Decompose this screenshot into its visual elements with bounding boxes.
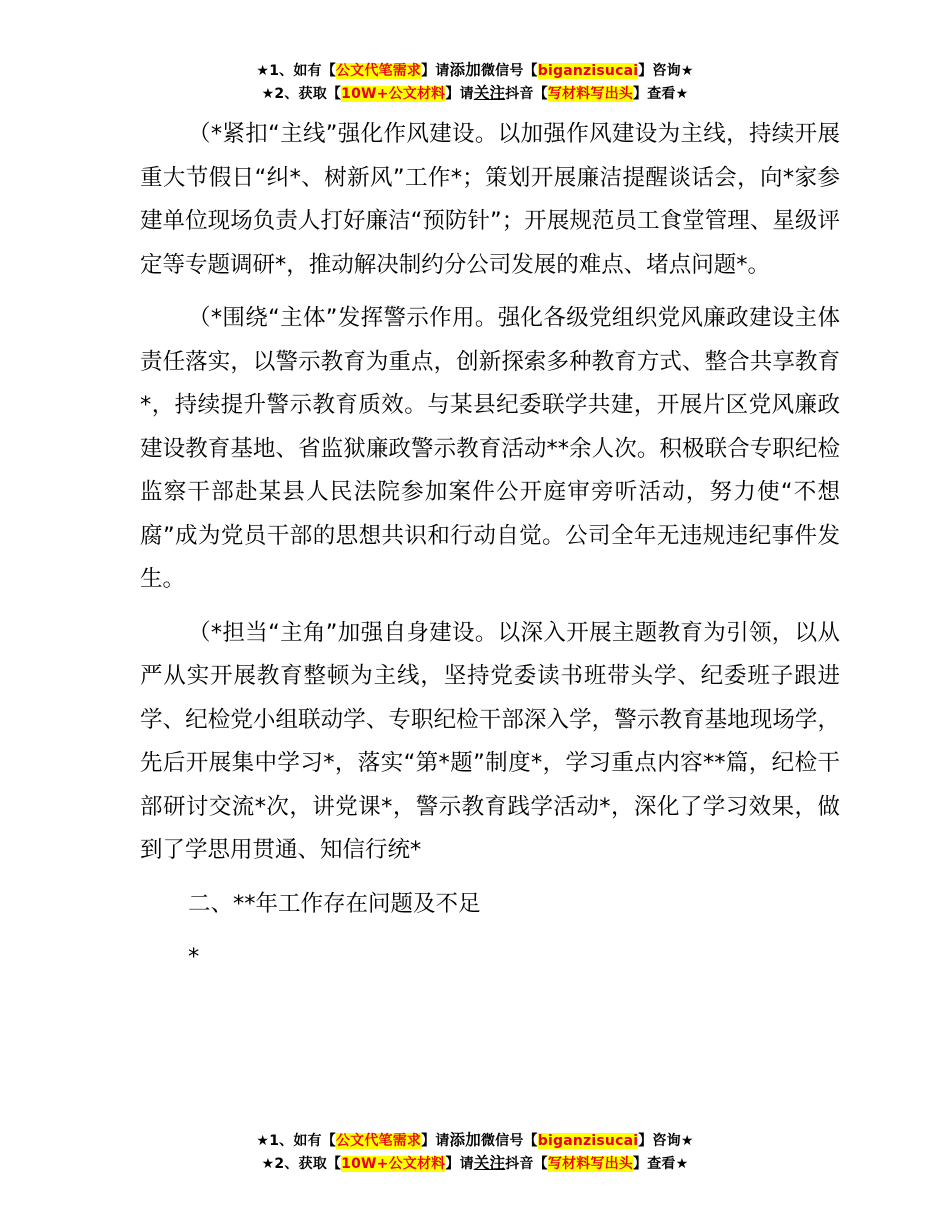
star-icon: ★ bbox=[261, 1156, 275, 1172]
highlight-service: 公文代笔需求 bbox=[335, 63, 422, 79]
section-heading-problems: 二、**年工作存在问题及不足 bbox=[188, 890, 481, 917]
highlight-service: 公文代笔需求 bbox=[335, 1133, 422, 1149]
footer-promo-banner bbox=[0, 1129, 950, 1175]
paragraph-placeholder: * bbox=[188, 944, 200, 970]
paragraph-style-building: （*紧扣“主线”强化作风建设。以加强作风建设为主线，持续开展重大节假日“纠*、树新风”工作*；策划开展廉洁提醒谈话会，向*家参建单位现场负责人打好廉洁“预防针”；开展规范员工食堂管理、星级评定等专题调研*，推动解决制约分公司发展的难点、堵点问题*。 bbox=[140, 121, 840, 278]
star-icon: ★ bbox=[261, 86, 275, 102]
promo-line-2: ★2、获取【10W+公文材料】请关注抖音【写材料写出头】查看★ bbox=[261, 84, 689, 102]
highlight-materials: 10W+公文材料 bbox=[341, 86, 446, 102]
paragraph-self-building: （*担当“主角”加强自身建设。以深入开展主题教育为引领，以从严从实开展教育整顿为主线，坚持党委读书班带头学、纪委班子跟进学、纪检党小组联动学、专职纪检干部深入学，警示教育基地现场学，先后开展集中学习*，落实“第*题”制度*，学习重点内容**篇，纪检干部研讨交流*次，讲党课*，警示教育践学活动*，深化了学习效果，做到了学思用贯通、知信行统* bbox=[140, 619, 840, 863]
highlight-materials: 10W+公文材料 bbox=[341, 1156, 446, 1172]
paragraph-warning-education: （*围绕“主体”发挥警示作用。强化各级党组织党风廉政建设主体责任落实，以警示教育为重点，创新探索多种教育方式、整合共享教育*，持续提升警示教育质效。与某县纪委联学共建，开展片区党风廉政建设教育基地、省监狱廉政警示教育活动**余人次。积极联合专职纪检监察干部赴某县人民法院参加案件公开庭审旁听活动，努力使“不想腐”成为党员干部的思想共识和行动自觉。公司全年无违规违纪事件发生。 bbox=[140, 305, 840, 592]
promo-line-1: ★1、如有【公文代笔需求】请添加微信号【biganzisucai】咨询★ bbox=[256, 61, 694, 79]
promo-line-1: ★1、如有【公文代笔需求】请添加微信号【biganzisucai】咨询★ bbox=[256, 1131, 694, 1149]
highlight-wechat-id: biganzisucai bbox=[537, 63, 639, 79]
star-icon: ★ bbox=[256, 63, 270, 79]
header-promo-banner bbox=[0, 59, 950, 105]
document-body bbox=[140, 113, 840, 990]
highlight-douyin-id: 写材料写出头 bbox=[547, 1156, 634, 1172]
promo-line-2: ★2、获取【10W+公文材料】请关注抖音【写材料写出头】查看★ bbox=[261, 1154, 689, 1172]
highlight-douyin-id: 写材料写出头 bbox=[547, 86, 634, 102]
star-icon: ★ bbox=[256, 1133, 270, 1149]
highlight-wechat-id: biganzisucai bbox=[537, 1133, 639, 1149]
